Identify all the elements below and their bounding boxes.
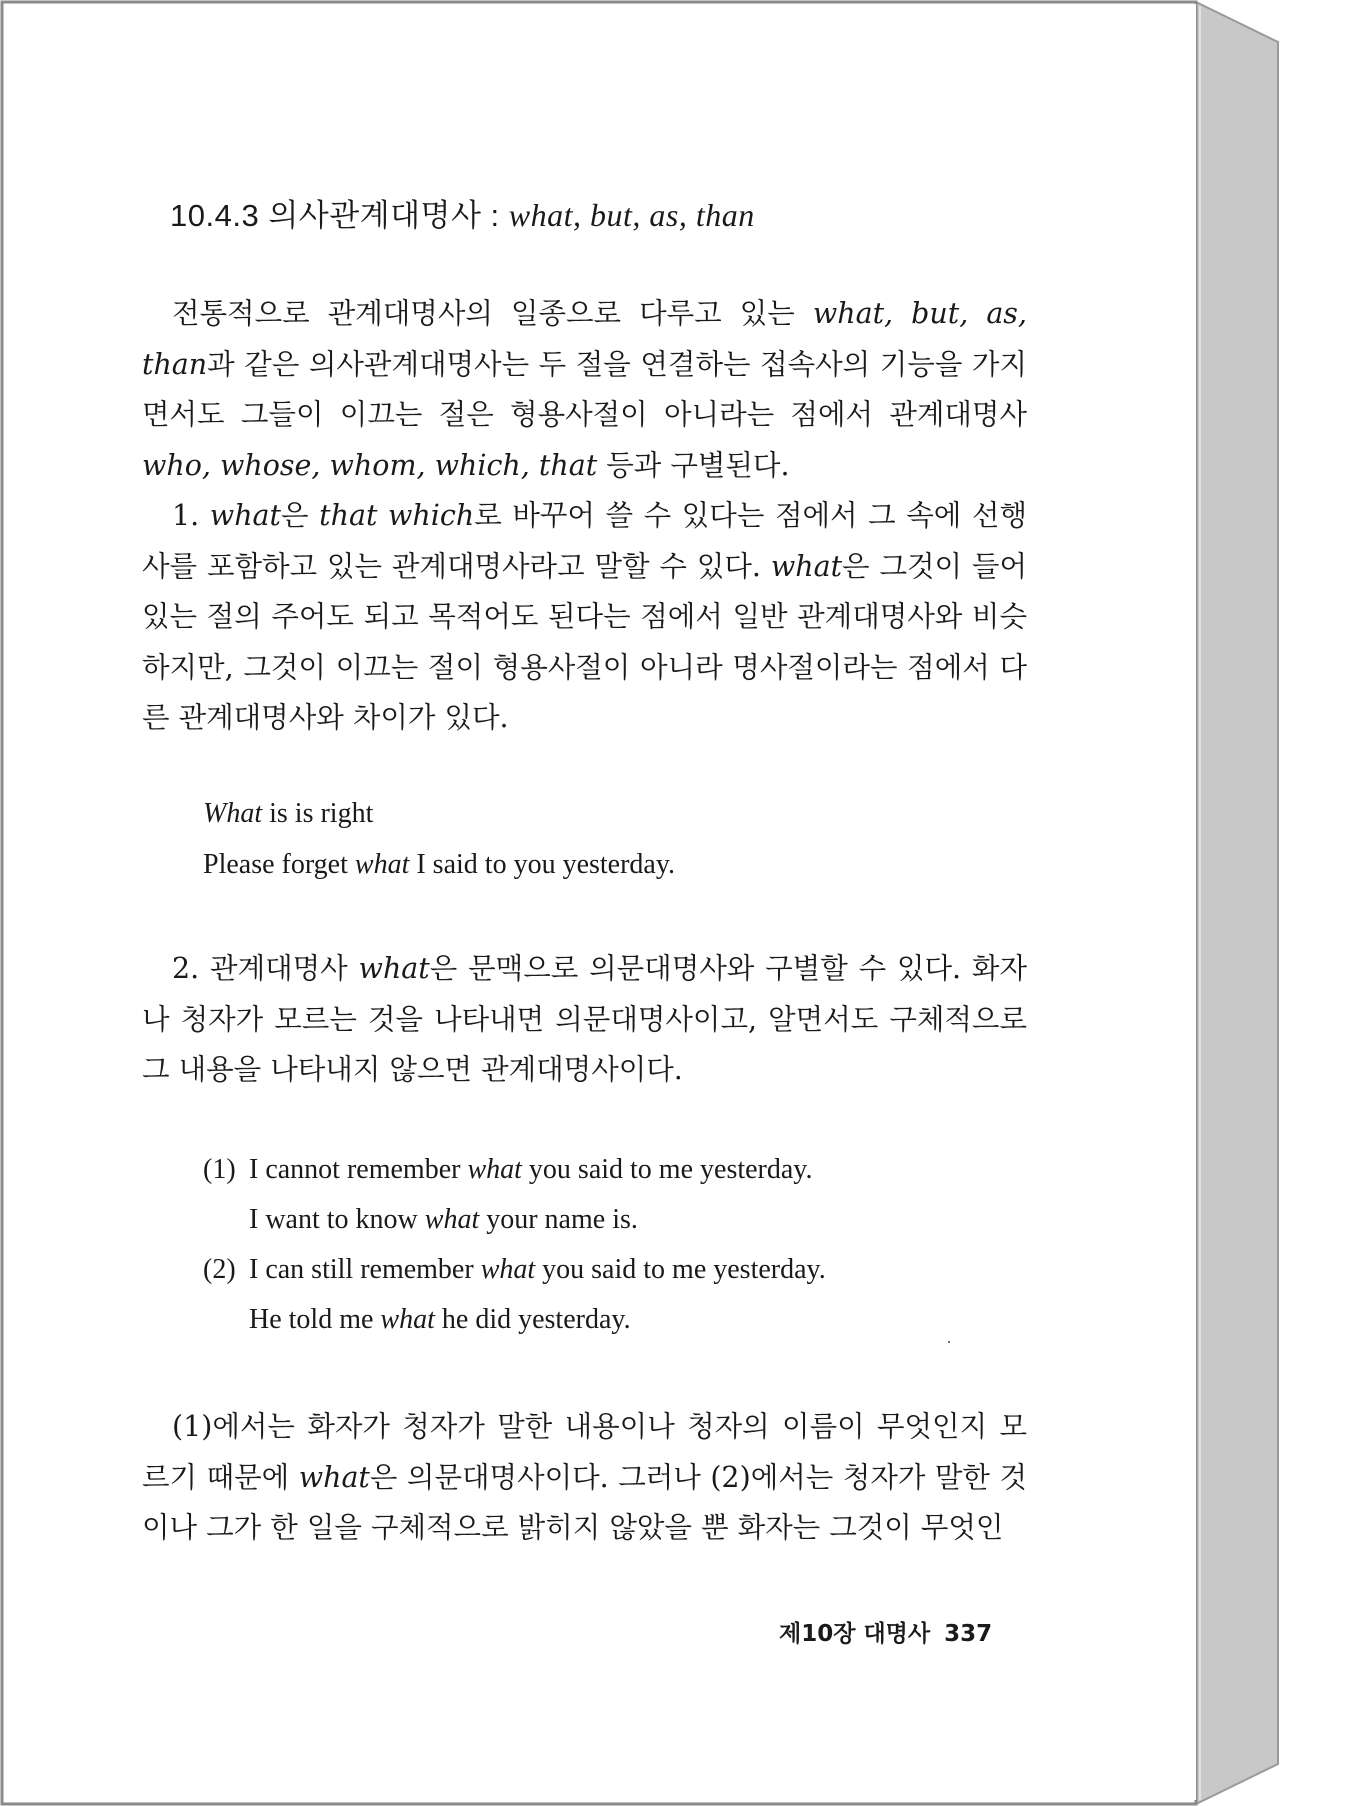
italic-run: what xyxy=(380,1304,435,1335)
example-sentence xyxy=(203,798,373,830)
text-run: I cannot remember xyxy=(249,1154,468,1185)
example-sentence xyxy=(203,849,675,881)
text-run: He told me xyxy=(249,1304,381,1335)
text-run: I said to you yesterday. xyxy=(409,849,676,880)
page-number: 337 xyxy=(944,1621,993,1647)
italic-run: what xyxy=(467,1154,522,1185)
text-run: 로 바꾸어 쓸 수 있다는 점에서 그 속에 선행사를 포함하고 있는 관계대명사라고 말할 수 있다. xyxy=(142,499,1027,583)
italic-run: what xyxy=(770,549,843,583)
text-run: 은 xyxy=(281,499,320,532)
italic-run: what xyxy=(358,952,430,985)
italic-run: what xyxy=(354,849,410,880)
italic-run: what xyxy=(209,499,281,532)
text-run: your name is. xyxy=(479,1204,638,1235)
example-marker: (1) xyxy=(203,1154,236,1185)
text-run: 과 같은 의사관계대명사는 두 절을 연결하는 접속사의 기능을 가지면서도 그들이 이끄는 절은 형용사절이 아니라는 점에서 관계대명사 xyxy=(142,347,1027,431)
section-title-korean: 의사관계대명사 : xyxy=(268,198,509,233)
section-title-words: what, but, as, than xyxy=(508,197,755,233)
italic-run: What xyxy=(203,798,263,829)
text-run: is is right xyxy=(262,798,374,829)
example-sentence xyxy=(249,1204,638,1236)
paragraph-point-2 xyxy=(142,944,1027,1096)
chapter-label: 제10장 대명사 xyxy=(779,1621,931,1647)
text-run: you said to me yesterday. xyxy=(521,1154,813,1185)
section-number: 10.4.3 xyxy=(170,198,260,233)
paragraph-point-1 xyxy=(142,491,1027,744)
book-page xyxy=(4,4,1196,1800)
italic-run: who, whose, whom, which, that xyxy=(142,448,598,482)
paragraph-intro xyxy=(142,289,1027,491)
text-run: he did yesterday. xyxy=(434,1304,631,1335)
text-run: 전통적으로 관계대명사의 일종으로 다루고 있는 xyxy=(172,297,813,330)
text-run: 은 문맥으로 의문대명사와 구별할 수 있다. 화자나 청자가 모르는 것을 나타내면 의문대명사이고, 알면서도 구체적으로 그 내용을 나타내지 않으면 관계대명사이다. xyxy=(142,952,1027,1086)
example-sentence xyxy=(203,1254,826,1286)
italic-run: that which xyxy=(319,499,475,532)
text-run: 등과 구별된다. xyxy=(597,448,790,482)
paragraph-explanation xyxy=(142,1402,1027,1554)
section-heading xyxy=(170,190,755,235)
scan-speck xyxy=(948,1341,950,1343)
italic-run: what, but, as, than xyxy=(142,297,1027,381)
example-sentence xyxy=(249,1304,631,1336)
italic-run: what xyxy=(424,1204,480,1235)
italic-run: what xyxy=(298,1460,370,1494)
text-run: 은 의문대명사이다. 그러나 (2)에서는 청자가 말한 것이나 그가 한 일을 구체적으로 밝히지 않았을 뿐 화자는 그것이 무엇인 xyxy=(142,1460,1027,1544)
italic-run: what xyxy=(480,1254,536,1285)
text-run: you said to me yesterday. xyxy=(535,1254,826,1285)
example-sentence xyxy=(203,1154,812,1186)
example-marker: (2) xyxy=(203,1254,236,1285)
text-run: 2. 관계대명사 xyxy=(172,952,359,985)
text-run: 1. xyxy=(172,499,210,532)
text-run: I want to know xyxy=(249,1204,425,1235)
text-run: 은 그것이 들어있는 절의 주어도 되고 목적어도 된다는 점에서 일반 관계대명사와 비슷하지만, 그것이 이끄는 절이 형용사절이 아니라 명사절이라는 점에서 다른 관계대명사와 차이가 있다. xyxy=(142,549,1027,734)
text-run: (1)에서는 화자가 청자가 말한 내용이나 청자의 이름이 무엇인지 모르기 때문에 xyxy=(142,1410,1027,1494)
text-run: I can still remember xyxy=(249,1254,481,1285)
page-footer xyxy=(779,1615,992,1648)
text-run: Please forget xyxy=(203,849,355,880)
